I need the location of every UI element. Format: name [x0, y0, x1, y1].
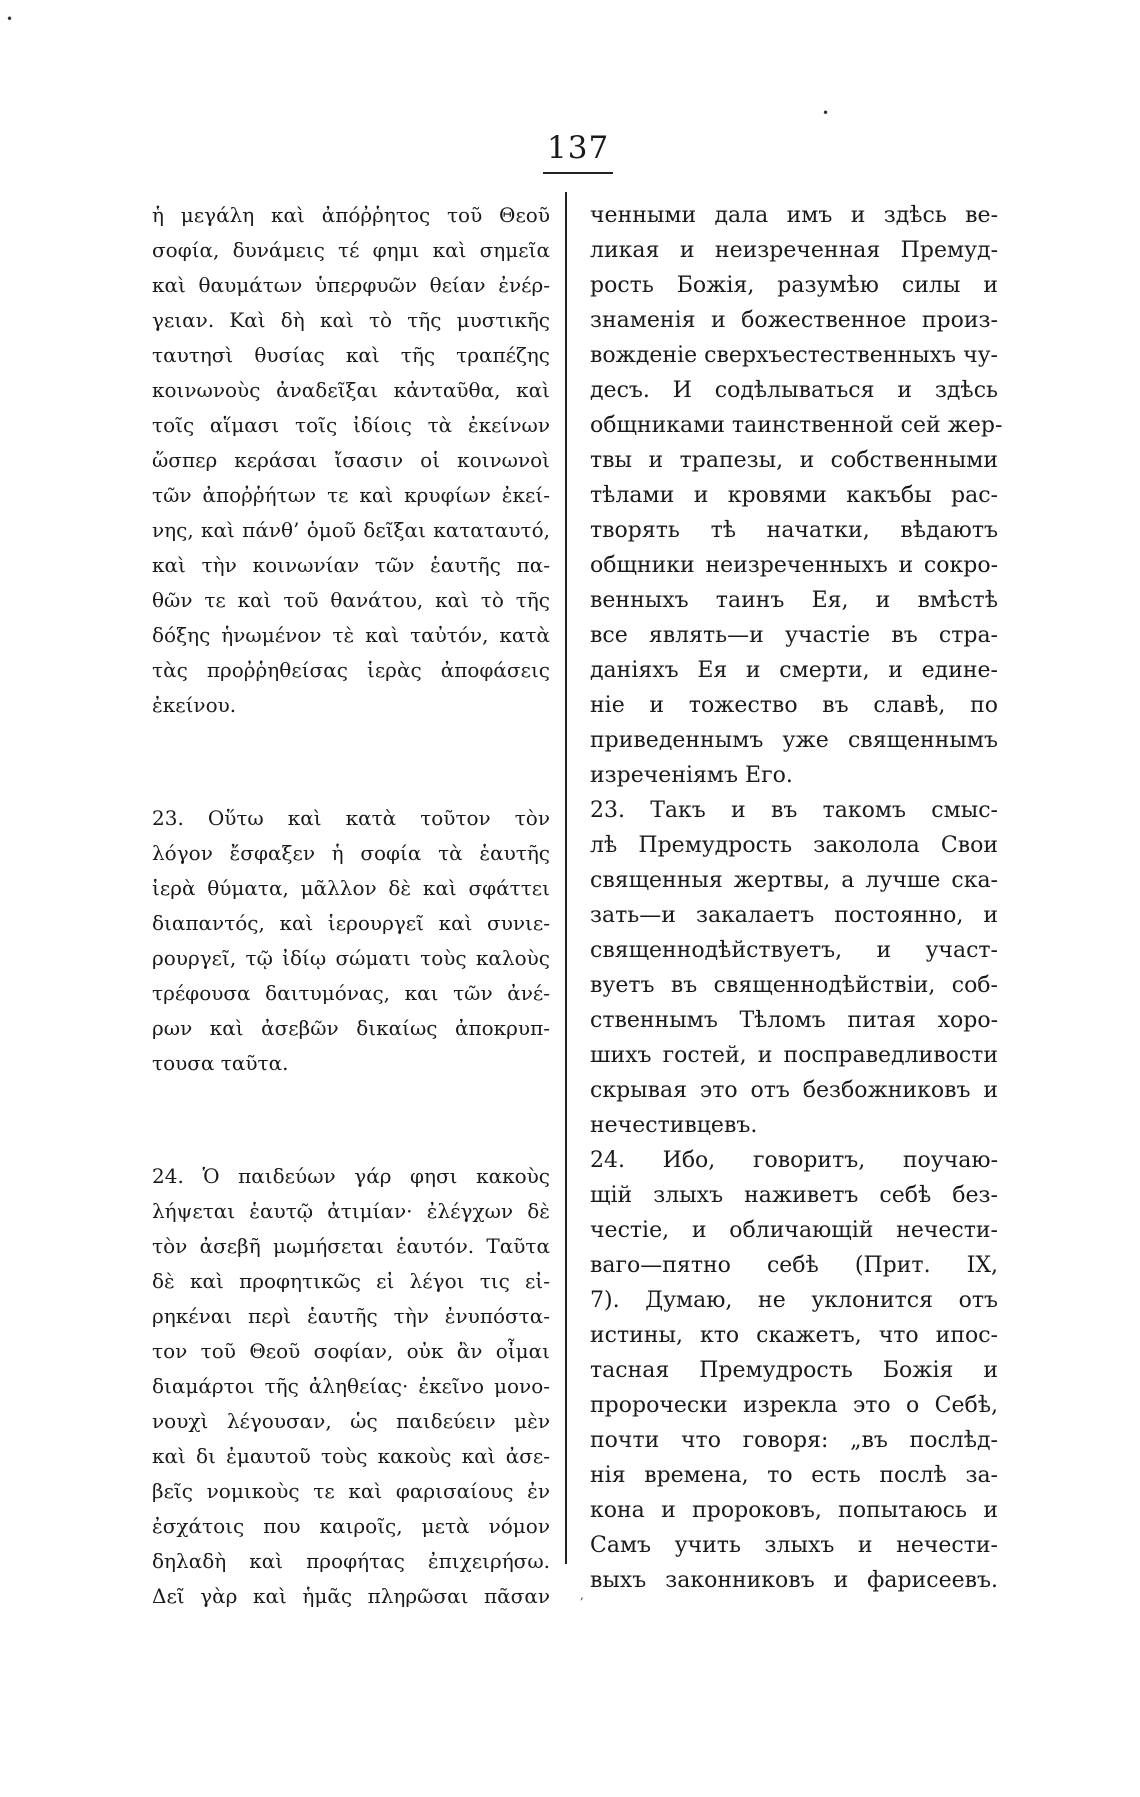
text-line: λήψεται ἑαυτῷ ἀτιμίαν· ἐλέγχων δὲ — [152, 1199, 550, 1223]
page-number: 137 — [543, 130, 613, 174]
text-line: почти что говоря: „въ послѣд- — [590, 1428, 998, 1453]
text-line: шихъ гостей, и посправедливости — [590, 1043, 998, 1068]
text-line: рость Божія, разумѣю силы и — [590, 273, 998, 298]
text-line: δὲ καὶ προφητικῶς εἰ λέγοι τις εἰ- — [152, 1269, 550, 1293]
text-line: щій злыхъ наживетъ себѣ без- — [590, 1183, 998, 1208]
text-line: кона и пророковъ, попытаюсь и — [590, 1498, 998, 1523]
text-line: κοινωνοὺς ἀναδεῖξαι κἀνταῦθα, καὶ — [152, 378, 550, 402]
text-line: διαμάρτοι τῆς ἀληθείας· ἐκεῖνο μονο- — [152, 1374, 550, 1398]
text-line: зать—и закалаетъ постоянно, и — [590, 903, 998, 928]
paragraph-gap — [152, 723, 550, 801]
text-line: пророчески изрекла это о Себѣ, — [590, 1393, 998, 1418]
text-line: τὰς προῤῥηθείσας ἱερὰς ἀποφάσεις — [152, 658, 550, 682]
text-line: 23. Οὕτω καὶ κατὰ τοῦτον τὸν — [152, 806, 550, 830]
text-line: τρέφουσα δαιτυμόνας, και τῶν ἀνέ- — [152, 981, 550, 1005]
text-line: θῶν τε καὶ τοῦ θανάτου, καὶ τὸ τῆς — [152, 588, 550, 612]
text-line: διαπαντός, καὶ ἱερουργεῖ καὶ συνιε- — [152, 911, 550, 935]
text-line: ταυτησὶ θυσίας καὶ τῆς τραπέζης — [152, 343, 550, 367]
text-line: честіе, и обличающій нечести- — [590, 1218, 998, 1243]
text-line: δόξης ἡνωμένον τὲ καὶ ταὐτόν, κατὰ — [152, 623, 550, 647]
text-line: нечестивцевъ. — [590, 1113, 758, 1138]
text-line: даніяхъ Ея и смерти, и едине- — [590, 658, 998, 683]
text-line: νουχὶ λέγουσαν, ὡς παιδεύειν μὲν — [152, 1409, 550, 1433]
text-line: δηλαδὴ καὶ προφήτας ἐπιχειρήσω. — [152, 1549, 550, 1573]
text-line: τον τοῦ Θεοῦ σοφίαν, οὐκ ἂν οἶμαι — [152, 1339, 550, 1363]
text-line: ваго—пятно себѣ (Прит. IX, — [590, 1253, 998, 1278]
text-line: τοῖς αἵμασι τοῖς ἰδίοις τὰ ἐκείνων — [152, 413, 550, 437]
text-line: ρουργεῖ, τῷ ἰδίῳ σώματι τοὺς καλοὺς — [152, 946, 550, 970]
russian-column — [590, 198, 1003, 1598]
text-line: ρηκέναι περὶ ἑαυτῆς τὴν ἐνυπόστα- — [152, 1304, 550, 1328]
text-line: 24. Ибо, говоритъ, поучаю- — [590, 1148, 998, 1173]
text-line: 23. Такъ и въ такомъ смыс- — [590, 798, 998, 823]
text-line: скрывая это отъ безбожниковъ и — [590, 1078, 998, 1103]
text-line: ченными дала имъ и здѣсь ве- — [590, 203, 998, 228]
text-line: нія времена, то есть послѣ за- — [590, 1463, 998, 1488]
text-line: священнодѣйствуетъ, и участ- — [590, 938, 998, 963]
text-line: ἐσχάτοις που καιροῖς, μετὰ νόμον — [152, 1514, 550, 1538]
text-line: ἱερὰ θύματα, μᾶλλον δὲ καὶ σφάττει — [152, 876, 550, 900]
text-line: γειαν. Καὶ δὴ καὶ τὸ τῆς μυστικῆς — [152, 308, 550, 332]
text-line: 24. Ὁ παιδεύων γάρ φησι κακοὺς — [152, 1164, 550, 1188]
margin-mark: , — [580, 1588, 584, 1602]
text-line: βεῖς νομικοὺς τε καὶ φαρισαίους ἐν — [152, 1479, 550, 1503]
text-line: Δεῖ γὰρ καὶ ἡμᾶς πληρῶσαι πᾶσαν — [152, 1584, 550, 1608]
text-line: десъ. И содѣлываться и здѣсь — [590, 378, 998, 403]
text-line: ρων καὶ ἀσεβῶν δικαίως ἀποκρυπ- — [152, 1016, 550, 1040]
text-line: τῶν ἀποῤῥήτων τε καὶ κρυφίων ἐκεί- — [152, 483, 550, 507]
text-line: ликая и неизреченная Премуд- — [590, 238, 998, 263]
text-line: καὶ θαυμάτων ὑπερφυῶν θείαν ἐνέρ- — [152, 273, 550, 297]
text-line: νης, καὶ πάνθ’ ὁμοῦ δεῖξαι καταταυτό, — [152, 518, 550, 542]
text-line: творять тѣ начатки, вѣдаютъ — [590, 518, 998, 543]
text-line: ἐκείνου. — [152, 693, 237, 717]
text-line: все являть—и участіе въ стра- — [590, 623, 998, 648]
margin-mark: • — [6, 12, 14, 26]
text-line: 7). Думаю, не уклонится отъ — [590, 1288, 998, 1313]
text-line: ственнымъ Тѣломъ питая хоро- — [590, 1008, 998, 1033]
text-line: ніе и тожество въ славѣ, по — [590, 693, 998, 718]
column-divider — [565, 192, 567, 1564]
text-line: σοφία, δυνάμεις τέ φημι καὶ σημεῖα — [152, 238, 550, 262]
text-line: Самъ учить злыхъ и нечести- — [590, 1533, 998, 1558]
text-line: ἡ μεγάλη καὶ ἀπόῤῥητος τοῦ Θεοῦ — [152, 203, 550, 227]
text-line: тѣлами и кровями какъбы рас- — [590, 483, 998, 508]
text-line: вуетъ въ священнодѣйствіи, соб- — [590, 973, 998, 998]
text-line: изреченіямъ Его. — [590, 763, 793, 788]
text-line: καὶ τὴν κοινωνίαν τῶν ἑαυτῆς πα- — [152, 553, 550, 577]
text-line: общниками таинственной сей жер- — [590, 413, 1003, 438]
text-line: тасная Премудрость Божія и — [590, 1358, 998, 1383]
text-line: λόγον ἔσφαξεν ἡ σοφία τὰ ἑαυτῆς — [152, 841, 550, 865]
text-line: венныхъ таинъ Ея, и вмѣстѣ — [590, 588, 998, 613]
text-line: общники неизреченныхъ и сокро- — [590, 553, 998, 578]
text-line: вожденіе сверхъестественныхъ чу- — [590, 343, 998, 368]
greek-column — [152, 198, 550, 1614]
paragraph-gap — [152, 1081, 550, 1159]
text-line: твы и трапезы, и собственными — [590, 448, 998, 473]
text-line: приведеннымъ уже священнымъ — [590, 728, 998, 753]
text-line: лѣ Премудрость заколола Свои — [590, 833, 998, 858]
text-line: истины, кто скажетъ, что ипос- — [590, 1323, 998, 1348]
margin-mark: • — [822, 106, 830, 120]
text-line: священныя жертвы, а лучше ска- — [590, 868, 998, 893]
text-line: τὸν ἀσεβῆ μωμήσεται ἑαυτόν. Ταῦτα — [152, 1234, 550, 1258]
text-line: ὥσπερ κεράσαι ἴσασιν οἱ κοινωνοὶ — [152, 448, 550, 472]
text-line: знаменія и божественное произ- — [590, 308, 998, 333]
text-line: καὶ δι ἐμαυτοῦ τοὺς κακοὺς καὶ ἀσε- — [152, 1444, 550, 1468]
text-line: выхъ законниковъ и фарисеевъ. — [590, 1568, 998, 1593]
text-line: τουσα ταῦτα. — [152, 1051, 289, 1075]
